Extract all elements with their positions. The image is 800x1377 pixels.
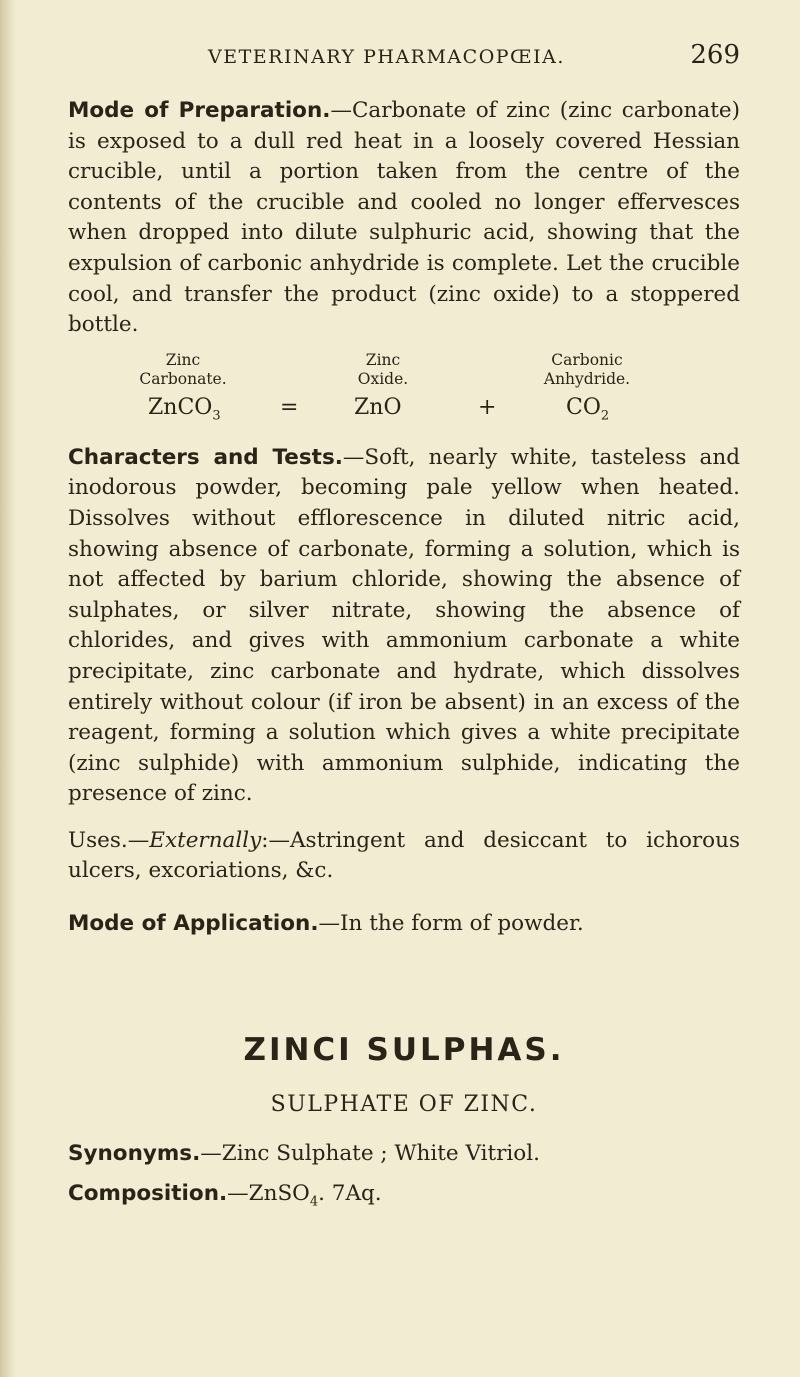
preparation-paragraph (68, 96, 740, 341)
running-head-title: VETERINARY PHARMACOPŒIA. (208, 46, 565, 68)
formula-carbon-dioxide-main: CO (566, 394, 601, 420)
formula-carbon-dioxide-sub: 2 (600, 408, 610, 424)
uses-label: Uses. (68, 827, 128, 853)
equation-reactant-label (108, 351, 258, 389)
equation-product2-label (512, 351, 662, 389)
product1-label-line1: Zinc (365, 350, 401, 369)
characters-paragraph (68, 443, 740, 810)
running-head (68, 40, 740, 80)
composition-formula-sub: 4 (309, 1194, 319, 1210)
product2-label-line1: Carbonic (551, 350, 623, 369)
book-gutter (0, 0, 16, 1377)
synonyms-text: —Zinc Sulphate ; White Vitriol. (200, 1140, 540, 1166)
reactant-label-line1: Zinc (165, 350, 201, 369)
equation-product1-label (308, 351, 458, 389)
product1-label-line2: Oxide. (357, 369, 409, 388)
synonyms-label: Synonyms. (68, 1140, 201, 1166)
equals-sign: = (280, 394, 299, 420)
formula-zinc-carbonate-sub: 3 (212, 408, 221, 424)
characters-text: —Soft, nearly white, tasteless and inodorous powder, becoming pale yellow when heated. Dissolves without efflorescence in diluted nitric acid, showing absence of carbonate, forming a solution, which is not affected by barium chloride, showing the absence of sulphates, or silver nitrate, showing the absence of chlorides, and gives with ammonium carbonate a white precipitate, zinc carbonate and hydrate, which dissolves entirely without colour (if iron be absent) in an excess of the reagent, forming a solution which gives a white precipitate (zinc sulphide) with ammonium sulphide, indicating the presence of zinc. (68, 444, 740, 807)
section-title: ZINCI SULPHAS. (243, 1031, 565, 1068)
characters-label: Characters and Tests. (68, 444, 343, 470)
uses-paragraph (68, 826, 740, 887)
reactant-label-line2: Carbonate. (139, 369, 227, 388)
formula-zinc-carbonate-main: ZnCO (148, 394, 213, 420)
formula-zinc-oxide: ZnO (354, 394, 402, 420)
composition-formula-pre: —ZnSO (227, 1181, 310, 1207)
application-text: —In the form of powder. (318, 911, 584, 937)
chemical-equation (68, 351, 740, 443)
synonyms-paragraph (68, 1139, 740, 1170)
uses-dash: — (127, 827, 150, 853)
page-number: 269 (690, 40, 740, 70)
formula-zinc-carbonate (148, 395, 221, 423)
composition-label: Composition. (68, 1181, 228, 1207)
uses-externally: Externally (149, 827, 262, 853)
application-paragraph (68, 909, 740, 940)
section-subtitle: SULPHATE OF ZINC. (270, 1091, 538, 1117)
uses-text: :—Astringent and desiccant to ichorous ulcers, excoriations, &c. (68, 827, 740, 884)
preparation-label: Mode of Preparation. (68, 98, 331, 123)
formula-carbon-dioxide (566, 395, 609, 423)
plus-sign: + (478, 394, 497, 420)
product2-label-line2: Anhydride. (543, 369, 631, 388)
application-label: Mode of Application. (68, 911, 319, 937)
composition-paragraph (68, 1179, 740, 1218)
page-body (68, 40, 740, 1218)
preparation-text: —Carbonate of zinc (zinc carbonate) is exposed to a dull red heat in a loosely covered Hessian crucible, until a portion taken from the centre of the contents of the crucible and cooled no longer effervesces when dropped into dilute sulphuric acid, showing that the expulsion of carbonic anhydride is complete. Let the crucible cool, and transfer the product (zinc oxide) to a stoppered bottle. (68, 98, 740, 338)
composition-formula-post: . 7Aq. (318, 1181, 382, 1207)
